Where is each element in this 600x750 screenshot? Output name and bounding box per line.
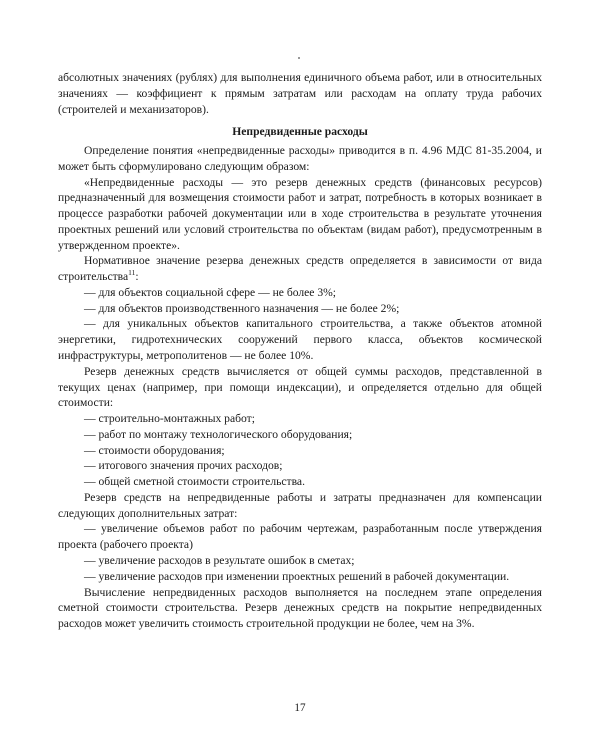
list-item-construction-works: — строительно-монтажных работ; xyxy=(84,412,255,426)
list-item-industrial: — для объектов производственного назначения — не более 2%; xyxy=(84,301,400,315)
list-item-volume-increase: — увеличение объемов работ по рабочим чертежам, разработанным после утверждения проекта (рабочего проекта) xyxy=(58,522,542,552)
page-top-marker xyxy=(298,57,300,59)
paragraph-reserve-purpose: Резерв средств на непредвиденные работы и затраты предназначен для компенсации следующих дополнительных затрат: xyxy=(58,490,542,520)
paragraph-definition-intro: Определение понятия «непредвиденные расходы» приводится в п. 4.96 МДС 81-35.2004, и может быть сформулировано следующим образом: xyxy=(58,144,542,173)
list-item-equipment-cost: — стоимости оборудования; xyxy=(84,443,225,457)
list-item-social-sphere: — для объектов социальной сфере — не более 3%; xyxy=(84,285,337,299)
page-number: 17 xyxy=(294,702,306,714)
list-item-other-expenses: — итогового значения прочих расходов; xyxy=(84,459,283,473)
list-item-total-estimate: — общей сметной стоимости строительства. xyxy=(84,475,305,489)
paragraph-normative-value-colon: : xyxy=(135,270,139,284)
list-item-unique-objects: — для уникальных объектов капитального строительства, а также объектов атомной энергетики, гидротехнических сооружений первого класса, объектов космической инфраструктуры, метрополитенов — не более 10%. xyxy=(58,317,542,363)
list-item-equipment-installation: — работ по монтажу технологического оборудования; xyxy=(84,427,353,441)
list-item-estimate-errors: — увеличение расходов в результате ошибок в сметах; xyxy=(84,553,355,567)
section-heading: Непредвиденные расходы xyxy=(232,125,368,139)
paragraph-definition-quote: «Непредвиденные расходы — это резерв денежных средств (финансовых ресурсов) предназначенный для возмещения стоимости работ и затрат, потребность в которых возникает в процессе разработки рабочей документации или в ходе строительства в результате уточнения проектных решений или условий строительства по объектам (видам работ), предусмотренным в утвержденном проекте». xyxy=(58,175,542,252)
list-item-design-changes: — увеличение расходов при изменении проектных решений в рабочей документации. xyxy=(84,569,510,583)
paragraph-final-calculation: Вычисление непредвиденных расходов выполняется на последнем этапе определения сметной стоимости строительства. Резерв денежных средств на покрытие непредвиденных расходов может увеличить стоимость строительной продукции не более, чем на 3%. xyxy=(58,585,542,631)
paragraph-reserve-calculation: Резерв денежных средств вычисляется от общей суммы расходов, представленной в текущих ценах (например, при помощи индексации), и определяется отдельно для общей стоимости: xyxy=(58,364,542,410)
paragraph-continued: абсолютных значениях (рублях) для выполнения единичного объема работ, или в относительных значениях — коэффициент к прямым затратам или расходам на оплату труда рабочих (строителей и механизаторов). xyxy=(58,71,542,116)
paragraph-normative-value-text: Нормативное значение резерва денежных средств определяется в зависимости от вида строительства xyxy=(58,254,542,284)
footnote-marker-11: 11 xyxy=(128,268,136,278)
paragraph-normative-value xyxy=(58,253,542,285)
